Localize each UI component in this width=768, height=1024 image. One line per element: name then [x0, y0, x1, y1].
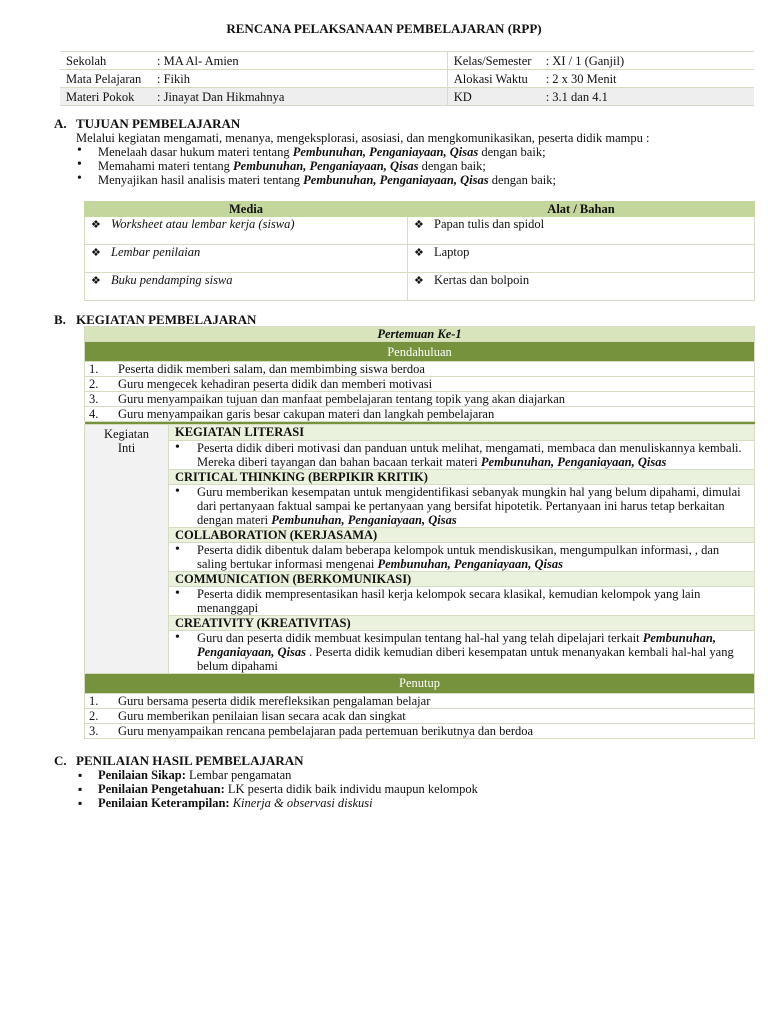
- item-text: Guru menyampaikan rencana pembelajaran pada pertemuan berikutnya dan berdoa: [118, 723, 534, 738]
- penilaian-value: Kinerja & observasi diskusi: [229, 796, 373, 810]
- list-item: [76, 159, 556, 173]
- item-number: 1.: [89, 693, 99, 708]
- item-text: Guru menyampaikan garis besar cakupan materi dan langkah pembelajaran: [118, 407, 495, 421]
- media-table: [84, 201, 755, 301]
- table-row: [85, 708, 755, 723]
- body-text: Peserta didik mempresentasikan hasil kerja kelompok secara klasikal, kemudian kelompok yang lain menanggapi: [197, 586, 701, 615]
- body-text: Guru memberikan kesempatan untuk mengidentifikasi sebanyak mungkin hal yang belum dipahami, dimulai dari pertanyaan faktual sampai ke pertanyaan yang bersifat hipotetik. Pertanyaan ini harus tetap berkaitan dengan materi: [197, 484, 741, 527]
- collab-heading: COLLABORATION (KERJASAMA): [169, 527, 754, 542]
- penilaian-list: [76, 768, 478, 810]
- diamond-bullet-icon: ❖: [91, 275, 101, 287]
- goal-text: Memahami materi tentang: [98, 159, 234, 173]
- pendahuluan-band: Pendahuluan: [85, 342, 755, 362]
- info-label: Alokasi Waktu: [453, 71, 528, 86]
- info-row: [60, 88, 754, 106]
- goal-text: dengan baik;: [478, 145, 546, 159]
- table-row: [85, 377, 755, 392]
- goals-list: [76, 145, 556, 187]
- section-title: KEGIATAN PEMBELAJARAN: [76, 312, 257, 327]
- topic-text: Pembunuhan, Penganiayaan, Qisas: [197, 630, 716, 659]
- info-table: [60, 51, 754, 106]
- pertemuan-label: Pertemuan Ke-1: [85, 327, 755, 342]
- inti-label-line: Kegiatan: [103, 427, 150, 441]
- info-value: : Jinayat Dan Hikmahnya: [157, 89, 285, 104]
- diamond-bullet-icon: ❖: [414, 275, 424, 287]
- table-row: [85, 723, 755, 738]
- diamond-bullet-icon: ❖: [91, 247, 101, 259]
- table-row: [85, 362, 755, 377]
- info-label: KD: [453, 89, 472, 104]
- info-value: : 2 x 30 Menit: [545, 71, 617, 86]
- goal-text: dengan baik;: [418, 159, 486, 173]
- media-item: Lembar penilaian: [111, 245, 201, 259]
- item-number: 3.: [89, 392, 99, 406]
- critical-heading: CRITICAL THINKING (BERPIKIR KRITIK): [169, 469, 754, 484]
- collab-text: [169, 542, 754, 571]
- kegiatan-table: [84, 326, 755, 739]
- list-item: [76, 782, 478, 796]
- goal-text: Menelaah dasar hukum materi tentang: [98, 145, 293, 159]
- topic-text: Pembunuhan, Penganiayaan, Qisas: [377, 556, 563, 571]
- info-label: Materi Pokok: [66, 89, 135, 104]
- list-item: [76, 796, 478, 810]
- info-value: : Fikih: [157, 71, 190, 86]
- item-number: 4.: [89, 407, 99, 421]
- item-number: 2.: [89, 377, 99, 391]
- goal-text: Menyajikan hasil analisis materi tentang: [98, 173, 304, 187]
- info-label: Sekolah: [66, 53, 107, 68]
- literasi-heading: KEGIATAN LITERASI: [169, 425, 754, 440]
- penilaian-label: Penilaian Sikap:: [98, 768, 186, 782]
- table-row: [85, 273, 755, 301]
- penutup-band: Penutup: [85, 673, 755, 693]
- table-row: [85, 407, 755, 422]
- goals-intro: Melalui kegiatan mengamati, menanya, mengeksplorasi, asosiasi, dan mengkomunikasikan, peserta didik mampu :: [76, 131, 650, 145]
- inti-content: [169, 425, 754, 673]
- goal-text: dengan baik;: [488, 173, 556, 187]
- section-number: B.: [54, 312, 66, 327]
- comm-text: [169, 586, 754, 615]
- topic-text: Pembunuhan, Penganiayaan, Qisas: [480, 454, 667, 469]
- body-text: Guru dan peserta didik membuat kesimpulan tentang hal-hal yang telah dipelajari terkait: [197, 630, 643, 645]
- diamond-bullet-icon: ❖: [414, 219, 424, 231]
- body-text: . Peserta didik kemudian diberi kesempatan untuk menanyakan kembali hal-hal yang belum dipahami: [197, 644, 734, 673]
- penilaian-value: Lembar pengamatan: [185, 768, 292, 782]
- info-value: : MA Al- Amien: [157, 53, 239, 68]
- comm-heading: COMMUNICATION (BERKOMUNIKASI): [169, 571, 754, 586]
- goal-topic: Pembunuhan, Penganiayaan, Qisas: [292, 145, 479, 159]
- body-text: Peserta didik dibentuk dalam beberapa kelompok untuk mendiskusikan, mengumpulkan informasi, , dan saling bertukar informasi mengenai: [197, 542, 720, 571]
- penilaian-label: Penilaian Pengetahuan:: [98, 782, 225, 796]
- info-value: : XI / 1 (Ganjil): [545, 53, 625, 68]
- item-text: Guru bersama peserta didik merefleksikan pengalaman belajar: [118, 693, 431, 708]
- section-number: C.: [54, 753, 67, 768]
- info-label: Kelas/Semester: [453, 53, 532, 68]
- section-title: PENILAIAN HASIL PEMBELAJARAN: [76, 753, 304, 768]
- table-row: [85, 245, 755, 273]
- list-item: [76, 173, 556, 187]
- item-number: 2.: [89, 708, 99, 723]
- penilaian-value: LK peserta didik baik individu maupun kelompok: [224, 782, 478, 796]
- section-a-heading: [54, 117, 240, 131]
- section-c-heading: [54, 754, 304, 768]
- topic-text: Pembunuhan, Penganiayaan, Qisas: [271, 512, 457, 527]
- body-text: Peserta didik diberi motivasi dan panduan untuk melihat, mengamati, membaca dan menuliskannya kembali. Mereka diberi tayangan dan bahan bacaan terkait materi: [197, 440, 742, 469]
- section-number: A.: [54, 116, 67, 131]
- creat-text: [169, 630, 754, 673]
- document-title: RENCANA PELAKSANAAN PEMBELAJARAN (RPP): [226, 21, 542, 36]
- diamond-bullet-icon: ❖: [414, 247, 424, 259]
- media-header: Media: [85, 202, 408, 217]
- goal-topic: Pembunuhan, Penganiayaan, Qisas: [303, 173, 489, 187]
- alat-header: Alat / Bahan: [408, 202, 755, 217]
- table-row: [85, 693, 755, 708]
- literasi-text: [169, 440, 754, 469]
- diamond-bullet-icon: ❖: [91, 219, 101, 231]
- item-text: Peserta didik memberi salam, dan membimbing siswa berdoa: [118, 362, 425, 376]
- table-row: [85, 392, 755, 407]
- kegiatan-inti-label: [85, 425, 169, 674]
- inti-label-line: Inti: [117, 441, 136, 455]
- alat-item: Papan tulis dan spidol: [434, 217, 545, 231]
- info-row: [60, 52, 754, 70]
- media-item: Worksheet atau lembar kerja (siswa): [111, 217, 295, 231]
- section-title: TUJUAN PEMBELAJARAN: [76, 116, 241, 131]
- section-b-heading: [54, 313, 256, 327]
- item-text: Guru menyampaikan tujuan dan manfaat pembelajaran tentang topik yang akan diajarkan: [118, 392, 566, 406]
- creat-heading: CREATIVITY (KREATIVITAS): [169, 615, 754, 630]
- item-text: Guru memberikan penilaian lisan secara acak dan singkat: [118, 708, 406, 723]
- item-text: Guru mengecek kehadiran peserta didik dan memberi motivasi: [118, 377, 433, 391]
- goal-topic: Pembunuhan, Penganiayaan, Qisas: [233, 159, 419, 173]
- table-row: [85, 217, 755, 245]
- list-item: [76, 768, 478, 782]
- critical-text: [169, 484, 754, 527]
- item-number: 3.: [89, 723, 99, 738]
- info-label: Mata Pelajaran: [66, 71, 142, 86]
- media-item: Buku pendamping siswa: [111, 273, 233, 287]
- info-row: [60, 70, 754, 88]
- alat-item: Kertas dan bolpoin: [434, 273, 530, 287]
- list-item: [76, 145, 556, 159]
- penilaian-label: Penilaian Keterampilan:: [98, 796, 230, 810]
- alat-item: Laptop: [434, 245, 470, 259]
- info-value: : 3.1 dan 4.1: [545, 89, 608, 104]
- item-number: 1.: [89, 362, 99, 376]
